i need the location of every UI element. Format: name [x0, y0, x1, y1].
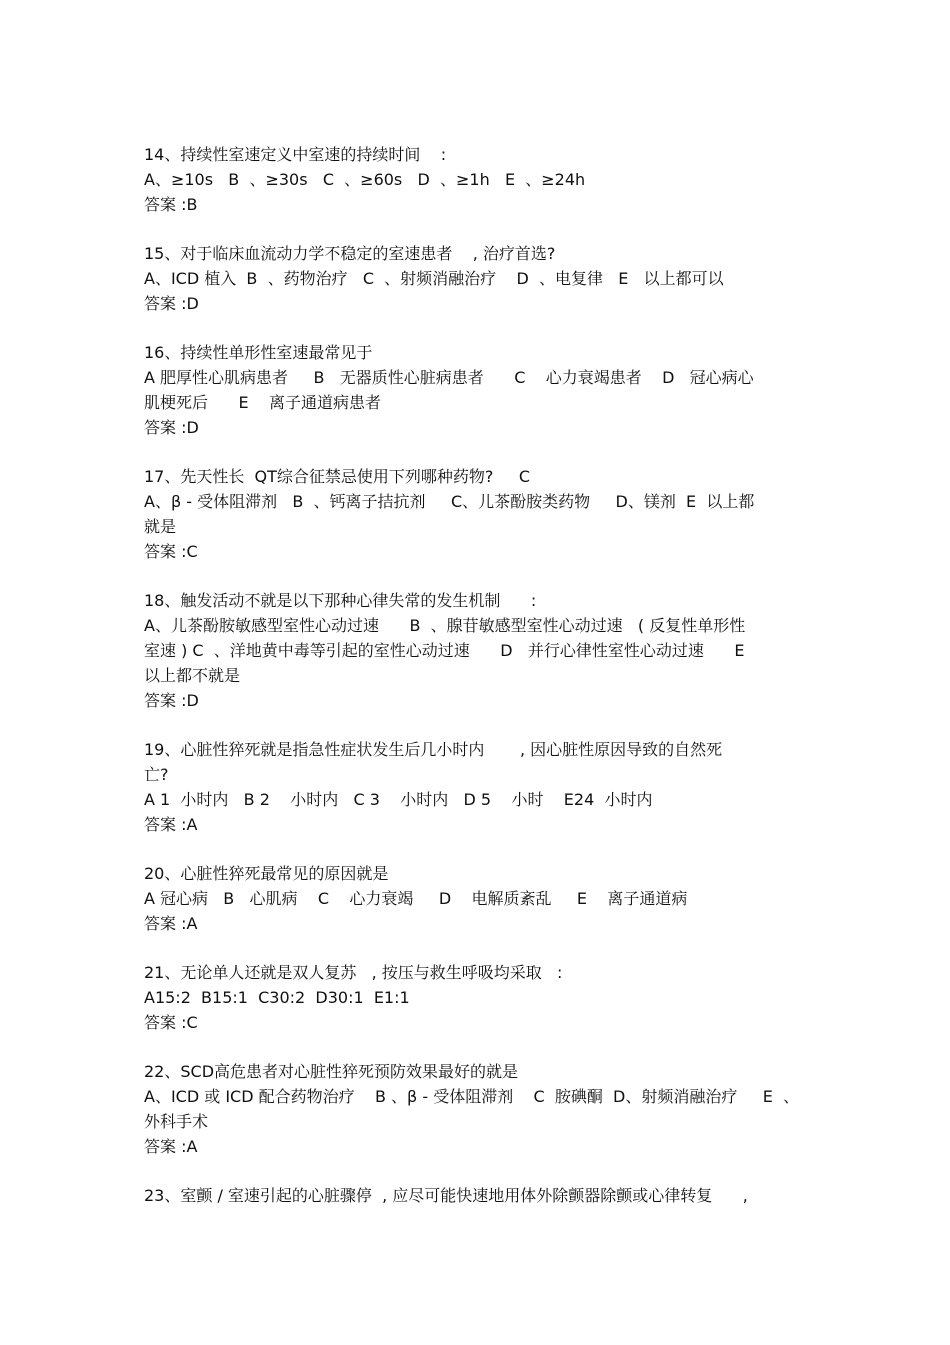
question-text: 15、对于临床血流动力学不稳定的室速患者 , 治疗首选? — [144, 244, 556, 263]
question-block — [144, 588, 816, 713]
question-text: 22、SCD高危患者对心脏性猝死预防效果最好的就是 — [144, 1062, 519, 1081]
question-options: A 冠心病 B 心肌病 C 心力衰竭 D 电解质紊乱 E 离子通道病 — [144, 889, 688, 908]
question-options: A 1 小时内 B 2 小时内 C 3 小时内 D 5 小时 E24 小时内 — [144, 790, 653, 809]
question-options: 外科手术 — [144, 1112, 209, 1131]
question-block — [144, 142, 816, 217]
question-text: 23、室颤 / 室速引起的心脏骤停 , 应尽可能快速地用体外除颤器除颤或心律转复 , — [144, 1186, 748, 1205]
question-text: 14、持续性室速定义中室速的持续时间 : — [144, 145, 447, 164]
question-block — [144, 960, 816, 1035]
answer-text: 答案 :A — [144, 914, 198, 933]
question-options: A15:2 B15:1 C30:2 D30:1 E1:1 — [144, 988, 410, 1007]
question-options: 肌梗死后 E 离子通道病患者 — [144, 393, 381, 412]
question-block — [144, 464, 816, 564]
question-options: A、ICD 或 ICD 配合药物治疗 B 、β - 受体阻滞剂 C 胺碘酮 D、射频消融治疗 E 、 — [144, 1087, 800, 1106]
answer-text: 答案 :C — [144, 542, 198, 561]
answer-text: 答案 :D — [144, 294, 199, 313]
question-block — [144, 1059, 816, 1159]
answer-text: 答案 :A — [144, 815, 198, 834]
answer-text: 答案 :A — [144, 1137, 198, 1156]
question-block — [144, 737, 816, 837]
question-options: 室速 ) C 、洋地黄中毒等引起的室性心动过速 D 并行心律性室性心动过速 E — [144, 641, 745, 660]
question-text: 17、先天性长 QT综合征禁忌使用下列哪种药物? C — [144, 467, 530, 486]
question-options: A、ICD 植入 B 、药物治疗 C 、射频消融治疗 D 、电复律 E 以上都可以 — [144, 269, 724, 288]
answer-text: 答案 :B — [144, 195, 198, 214]
answer-text: 答案 :C — [144, 1013, 198, 1032]
question-options: A 肥厚性心肌病患者 B 无器质性心脏病患者 C 心力衰竭患者 D 冠心病心 — [144, 368, 754, 387]
question-text: 16、持续性单形性室速最常见于 — [144, 343, 373, 362]
answer-text: 答案 :D — [144, 418, 199, 437]
question-block — [144, 340, 816, 440]
question-options: 亡? — [144, 765, 169, 784]
question-options: A、β - 受体阻滞剂 B 、钙离子拮抗剂 C、儿茶酚胺类药物 D、镁剂 E 以上都 — [144, 492, 755, 511]
document-page — [144, 142, 816, 1232]
question-text: 21、无论单人还就是双人复苏 , 按压与救生呼吸均采取 : — [144, 963, 563, 982]
question-text: 19、心脏性猝死就是指急性症状发生后几小时内 , 因心脏性原因导致的自然死 — [144, 740, 723, 759]
question-block — [144, 861, 816, 936]
question-options: A、儿茶酚胺敏感型室性心动过速 B 、腺苷敏感型室性心动过速 ( 反复性单形性 — [144, 616, 746, 635]
question-block — [144, 1183, 816, 1208]
question-options: 以上都不就是 — [144, 666, 241, 685]
question-options: 就是 — [144, 517, 177, 536]
answer-text: 答案 :D — [144, 691, 199, 710]
question-options: A、≥10s B 、≥30s C 、≥60s D 、≥1h E 、≥24h — [144, 170, 586, 189]
question-text: 18、触发活动不就是以下那种心律失常的发生机制 : — [144, 591, 537, 610]
question-text: 20、心脏性猝死最常见的原因就是 — [144, 864, 389, 883]
question-block — [144, 241, 816, 316]
